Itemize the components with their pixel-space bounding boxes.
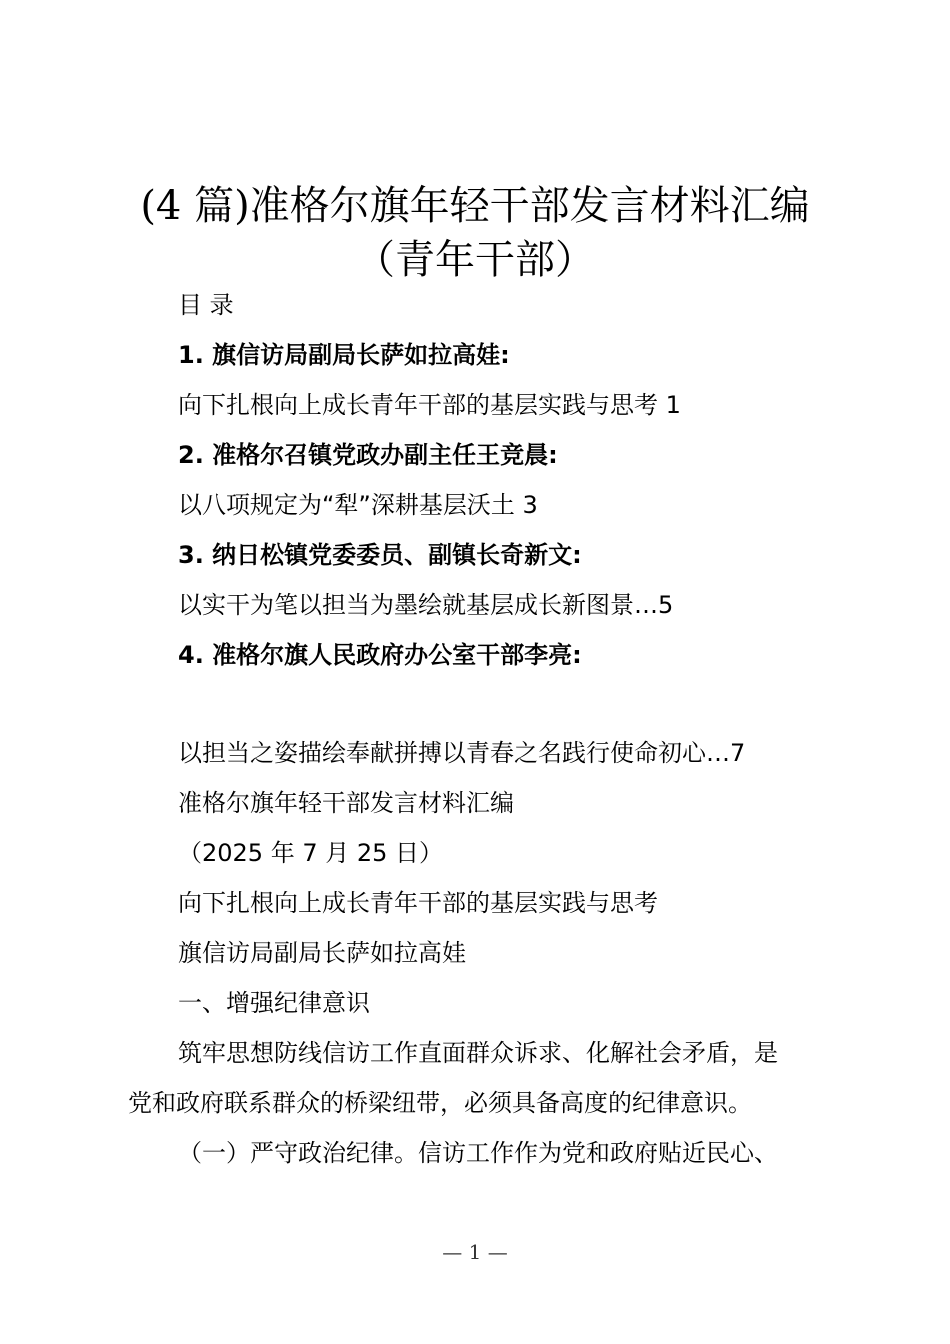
document-title-line1: (4 篇)准格尔旗年轻干部发言材料汇编 (140, 183, 810, 229)
toc-item-4-label: 4. 准格尔旗人民政府办公室干部李亮: (178, 641, 582, 669)
collection-title: 准格尔旗年轻干部发言材料汇编 (178, 789, 514, 817)
article-author: 旗信访局副局长萨如拉高娃 (178, 939, 466, 967)
article-title: 向下扎根向上成长青年干部的基层实践与思考 (178, 889, 658, 917)
toc-heading: 目 录 (178, 291, 234, 319)
toc-item-3-label: 3. 纳日松镇党委委员、副镇长奇新文: (178, 541, 582, 569)
toc-item-3-entry[interactable]: 以实干为笔以担当为墨绘就基层成长新图景…5 (178, 591, 674, 619)
toc-item-1-entry[interactable]: 向下扎根向上成长青年干部的基层实践与思考 1 (178, 391, 681, 419)
toc-item-2-label: 2. 准格尔召镇党政办副主任王竞晨: (178, 441, 558, 469)
paragraph-1-line-1: 筑牢思想防线信访工作直面群众诉求、化解社会矛盾，是 (178, 1039, 778, 1067)
section-heading: 一、增强纪律意识 (178, 989, 370, 1017)
paragraph-2-line-1: （一）严守政治纪律。信访工作作为党和政府贴近民心、 (178, 1139, 778, 1167)
page-number: — 1 — (442, 1240, 508, 1264)
document-title-line2: （青年干部） (355, 237, 595, 283)
paragraph-1-line-2: 党和政府联系群众的桥梁纽带，必须具备高度的纪律意识。 (128, 1089, 752, 1117)
toc-item-4-entry[interactable]: 以担当之姿描绘奉献拼搏以青春之名践行使命初心…7 (178, 739, 746, 767)
toc-item-2-entry[interactable]: 以八项规定为“犁”深耕基层沃土 3 (178, 491, 538, 519)
toc-item-1-label: 1. 旗信访局副局长萨如拉高娃: (178, 341, 510, 369)
document-date: （2025 年 7 月 25 日） (178, 839, 444, 867)
